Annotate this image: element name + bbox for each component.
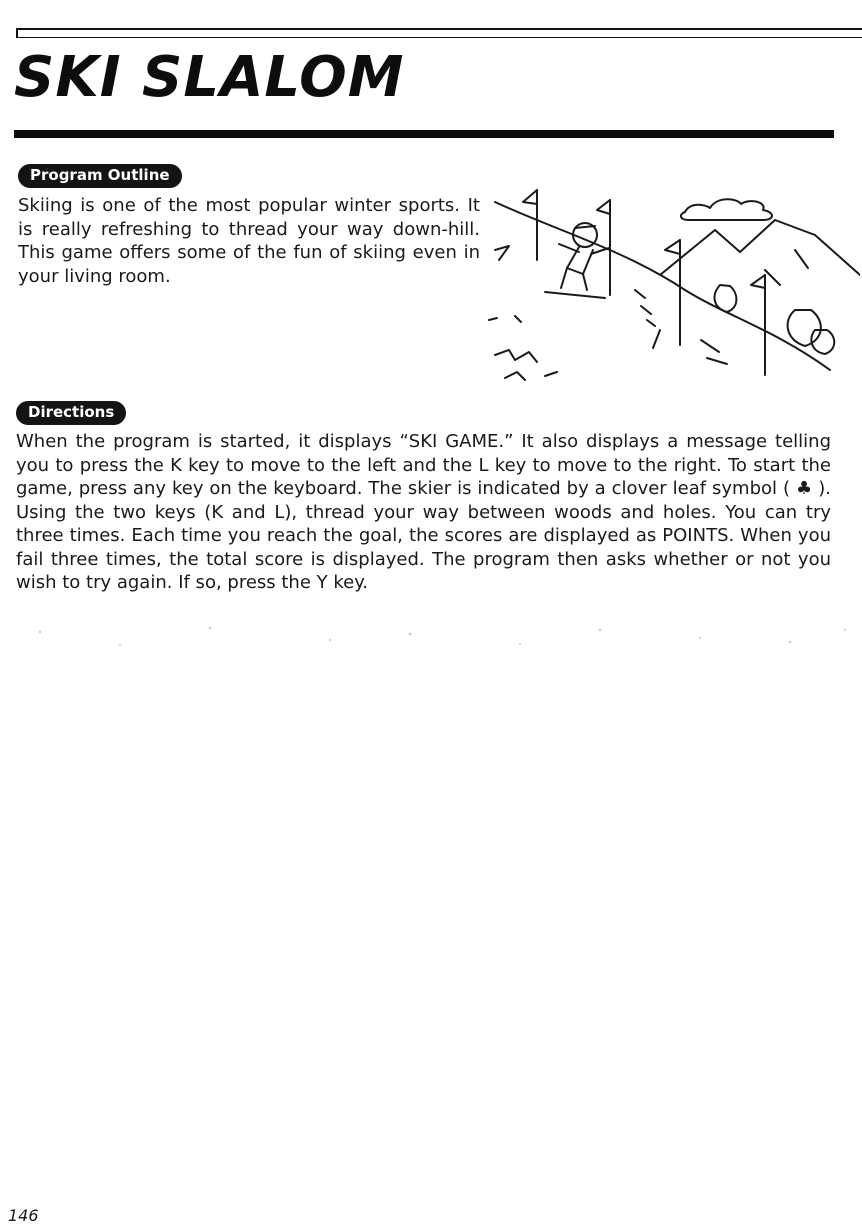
section-badge-program-outline: Program Outline (18, 164, 182, 188)
section-badge-directions: Directions (16, 401, 126, 425)
header-frame-line (16, 28, 862, 38)
page-title: SKI SLALOM (14, 45, 405, 110)
scan-noise-specks (0, 600, 862, 680)
directions-text: When the program is started, it displays “SKI GAME.” It also displays a message telling you to press the K key to move to the left and the L key to move to the right. To start the game, press any key on the keyboard. The skier is indicated by a clover leaf symbol ( ♣ ). Using the two keys (K and L), thread your way between woods and holes. You can try three times. Each time you reach the goal, the scores are displayed as POINTS. When you fail three times, the total score is displayed. The program then asks whether or not you wish to try again. If so, press the Y key. (16, 431, 831, 593)
title-underline (14, 130, 834, 138)
skier-slalom-illustration (475, 180, 860, 395)
page-number: 146 (8, 1206, 39, 1225)
program-outline-text: Skiing is one of the most popular winter sports. It is really refreshing to thread your way down-hill. This game offers some of the fun of skiing even in your living room. (18, 195, 480, 287)
